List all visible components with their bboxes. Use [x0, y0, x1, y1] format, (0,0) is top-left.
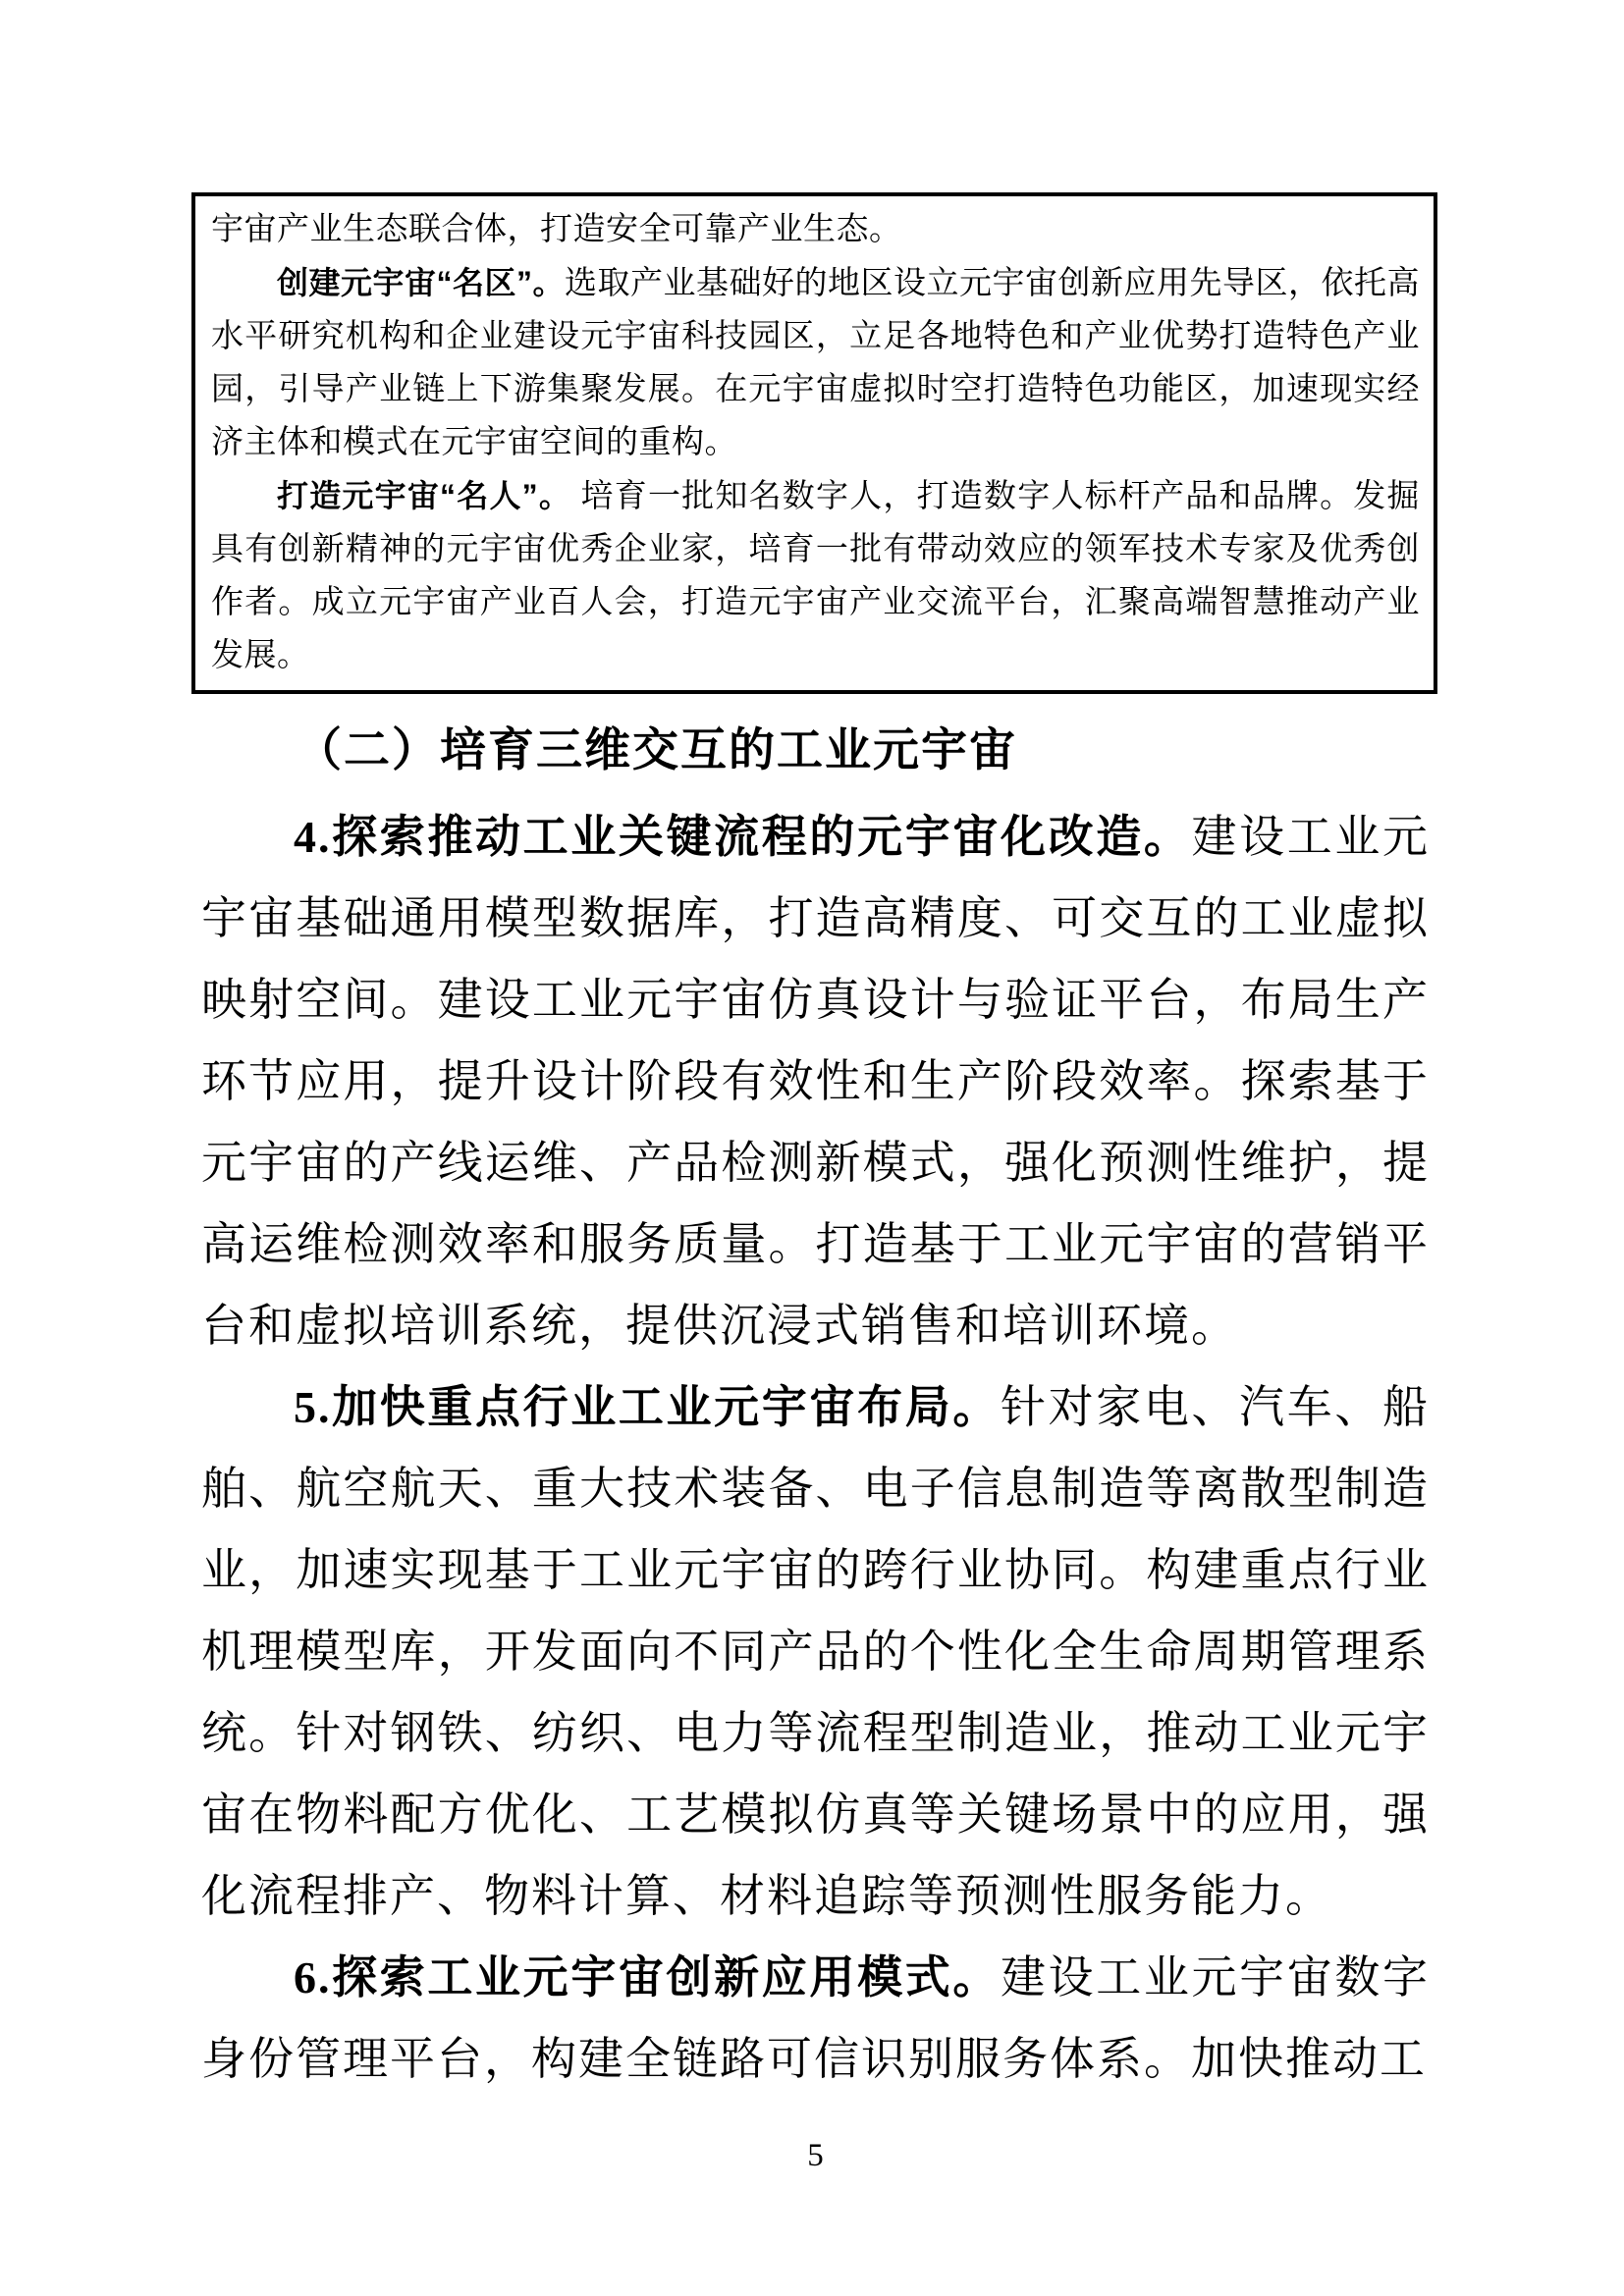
- callout-paragraph: [211, 469, 1420, 682]
- callout-box: [191, 192, 1437, 694]
- body-paragraph-lead: 6.探索工业元宇宙创新应用模式。: [294, 1952, 1001, 2002]
- callout-paragraph-lead: 打造元宇宙“名人”。: [277, 478, 572, 513]
- callout-paragraph-text: 宇宙产业生态联合体，打造安全可靠产业生态。: [211, 212, 902, 247]
- body-paragraph-lead: 4.探索推动工业关键流程的元宇宙化改造。: [294, 812, 1192, 862]
- body-paragraph-text: 建设工业元宇宙基础通用模型数据库，打造高精度、可交互的工业虚拟映射空间。建设工业元宇宙仿真设计与验证平台，布局生产环节应用，提升设计阶段有效性和生产阶段效率。探索基于元宇宙的产线运维、产品检测新模式，强化预测性维护，提高运维检测效率和服务质量。打造基于工业元宇宙的营销平台和虚拟培训系统，提供沉浸式销售和培训环境。: [201, 812, 1431, 1351]
- body-paragraph-lead: 5.加快重点行业工业元宇宙布局。: [294, 1382, 1001, 1432]
- body-paragraph-text: 建设工业元宇宙数字身份管理平台，构建全链路可信识别服务体系。加快推动工: [201, 1952, 1431, 2084]
- section-heading: （二）培育三维交互的工业元宇宙: [296, 725, 1017, 776]
- callout-paragraph-text: 选取产业基础好的地区设立元宇宙创新应用先导区，依托高水平研究机构和企业建设元宇宙科技园区，立足各地特色和产业优势打造特色产业园，引导产业链上下游集聚发展。在元宇宙虚拟时空打造特色功能区，加速现实经济主体和模式在元宇宙空间的重构。: [211, 266, 1421, 460]
- body-paragraph: [201, 796, 1430, 1366]
- body-paragraph: [201, 1366, 1430, 1937]
- body-paragraph-text: 针对家电、汽车、船舶、航空航天、重大技术装备、电子信息制造等离散型制造业，加速实现基于工业元宇宙的跨行业协同。构建重点行业机理模型库，开发面向不同产品的个性化全生命周期管理系统。针对钢铁、纺织、电力等流程型制造业，推动工业元宇宙在物料配方优化、工艺模拟仿真等关键场景中的应用，强化流程排产、物料计算、材料追踪等预测性服务能力。: [201, 1382, 1431, 1921]
- callout-paragraph: [211, 256, 1420, 469]
- callout-paragraph-lead: 创建元宇宙“名区”。: [277, 265, 566, 300]
- callout-paragraph-text: 培育一批知名数字人，打造数字人标杆产品和品牌。发掘具有创新精神的元宇宙优秀企业家，培育一批有带动效应的领军技术专家及优秀创作者。成立元宇宙产业百人会，打造元宇宙产业交流平台，汇聚高端智慧推动产业发展。: [211, 479, 1420, 673]
- page-number: 5: [807, 2138, 824, 2173]
- body-paragraph: [201, 1937, 1430, 2100]
- callout-paragraph: [211, 202, 1420, 256]
